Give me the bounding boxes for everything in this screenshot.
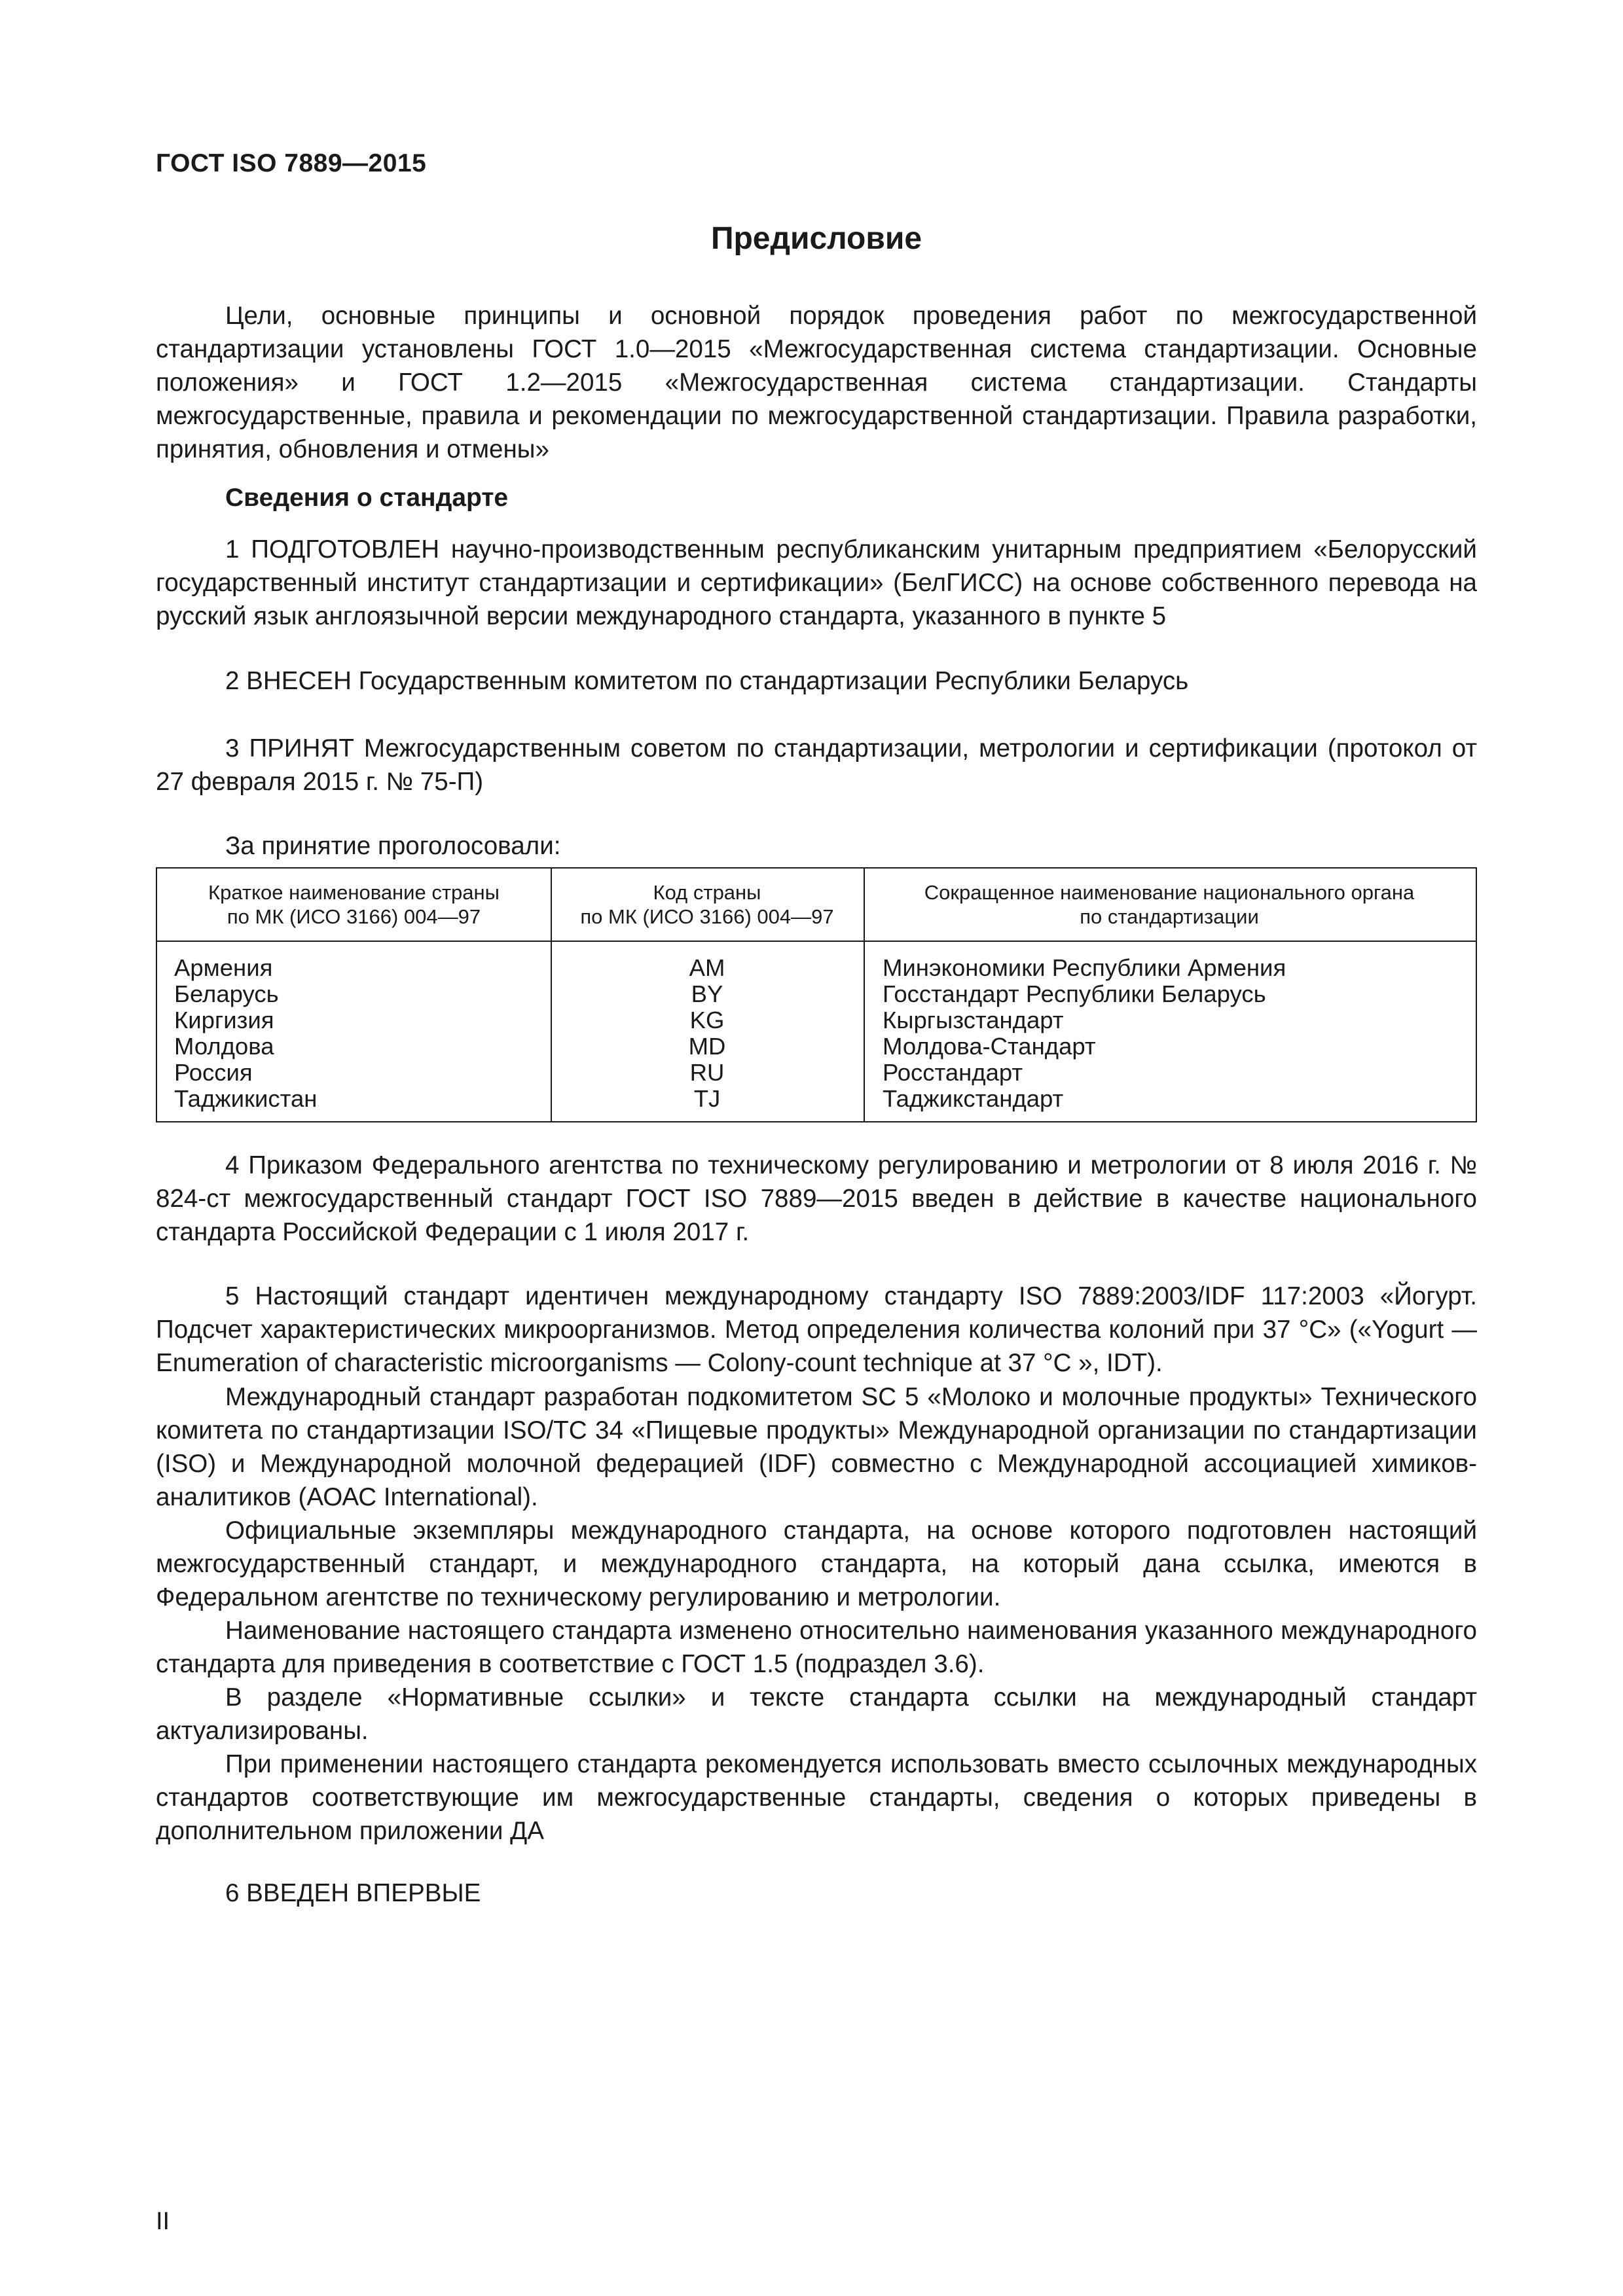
standards-body: Минэкономики Республики Армения xyxy=(883,954,1286,981)
table-row xyxy=(157,1033,1476,1060)
standards-body: Молдова-Стандарт xyxy=(883,1033,1096,1060)
table-header-divider xyxy=(157,941,1476,942)
item-4-order: 4 Приказом Федерального агентства по техническому регулированию и метрологии от 8 июля 2016 г. № 824-ст межгосударственный стандарт ГОСТ ISO 7889—2015 введен в действие в качестве национального стандарта Российской Федерации с 1 июля 2017 г. xyxy=(156,1151,1477,1246)
table-row xyxy=(157,1060,1476,1086)
country-code: MD xyxy=(688,1033,726,1060)
item-5-name-change: Наименование настоящего стандарта изменено относительно наименования указанного международного стандарта для приведения в соответствие с ГОСТ 1.5 (подраздел 3.6). xyxy=(156,1617,1477,1678)
table-row xyxy=(157,981,1476,1007)
table-header-code xyxy=(551,880,864,929)
header-line: по стандартизации xyxy=(1080,905,1259,928)
table-row xyxy=(157,1007,1476,1033)
standards-body: Росстандарт xyxy=(883,1059,1023,1086)
country-name: Армения xyxy=(174,954,273,981)
header-line: по МК (ИСО 3166) 004—97 xyxy=(580,905,834,928)
item-6-introduced: 6 ВВЕДЕН ВПЕРВЫЕ xyxy=(225,1879,481,1907)
standards-body: Таджикстандарт xyxy=(883,1085,1064,1112)
page-number: II xyxy=(156,2208,170,2235)
header-line: Сокращенное наименование национального органа xyxy=(924,881,1415,904)
standards-body: Госстандарт Республики Беларусь xyxy=(883,980,1266,1007)
document-id: ГОСТ ISO 7889—2015 xyxy=(156,149,427,177)
section-title: Предисловие xyxy=(710,221,922,256)
country-code: BY xyxy=(691,980,723,1007)
header-line: по МК (ИСО 3166) 004—97 xyxy=(227,905,481,928)
country-name: Молдова xyxy=(174,1033,274,1060)
item-5-identical: 5 Настоящий стандарт идентичен международному стандарту ISO 7889:2003/IDF 117:2003 «Йогурт. Подсчет характеристических микроорганизмов. Метод определения количества колоний при 37 °С» («Yogurt — Enumeration of characteristic microorganisms — Colony-count technique at 37 °C », IDT). xyxy=(156,1282,1477,1377)
table-body xyxy=(157,955,1476,1112)
country-name: Таджикистан xyxy=(174,1085,318,1112)
country-code: AM xyxy=(689,954,725,981)
table-header-country xyxy=(157,880,551,929)
standards-body: Кыргызстандарт xyxy=(883,1007,1064,1033)
item-5-official-copies: Официальные экземпляры международного стандарта, на основе которого подготовлен настоящий межгосударственный стандарт, и международного стандарта, на который дана ссылка, имеются в Федеральном агентстве по техническому регулированию и метрологии. xyxy=(156,1516,1477,1611)
country-code: KG xyxy=(689,1007,725,1033)
header-line: Код страны xyxy=(653,881,761,904)
document-page xyxy=(156,0,1477,2296)
item-2-submitted: 2 ВНЕСЕН Государственным комитетом по стандартизации Республики Беларусь xyxy=(225,667,1189,695)
country-code: RU xyxy=(689,1059,725,1086)
country-name: Киргизия xyxy=(174,1007,274,1033)
country-name: Беларусь xyxy=(174,980,279,1007)
table-header-body xyxy=(864,880,1475,929)
item-5-developer: Международный стандарт разработан подкомитетом SC 5 «Молоко и молочные продукты» Технического комитета по стандартизации ISO/TC 34 «Пищевые продукты» Международной организации по стандартизации (ISO) и Международной молочной федерацией (IDF) совместно с Международной ассоциацией химиков-аналитиков (АОАС International). xyxy=(156,1383,1477,1511)
country-code: TJ xyxy=(693,1085,721,1112)
intro-paragraph: Цели, основные принципы и основной порядок проведения работ по межгосударственной стандартизации установлены ГОСТ 1.0—2015 «Межгосударственная система стандартизации. Основные положения» и ГОСТ 1.2—2015 «Межгосударственная система стандартизации. Стандарты межгосударственные, правила и рекомендации по межгосударственной стандартизации. Правила разработки, принятия, обновления и отмены» xyxy=(156,302,1477,463)
voting-countries-table xyxy=(156,867,1477,1122)
item-5-references: В разделе «Нормативные ссылки» и тексте стандарта ссылки на международный стандарт актуализированы. xyxy=(156,1683,1477,1745)
item-1-prepared: 1 ПОДГОТОВЛЕН научно-производственным республиканским унитарным предприятием «Белорусский государственный институт стандартизации и сертификации» (БелГИСС) на основе собственного перевода на русский язык англоязычной версии международного стандарта, указанного в пункте 5 xyxy=(156,535,1477,630)
header-line: Краткое наименование страны xyxy=(208,881,500,904)
item-5-usage: При применении настоящего стандарта рекомендуется использовать вместо ссылочных международных стандартов соответствующие им межгосударственные стандарты, сведения о которых приведены в дополнительном приложении ДА xyxy=(156,1750,1477,1845)
table-row xyxy=(157,1086,1476,1112)
info-heading: Сведения о стандарте xyxy=(225,484,509,512)
vote-label: За принятие проголосовали: xyxy=(225,832,561,860)
country-name: Россия xyxy=(174,1059,253,1086)
table-row xyxy=(157,955,1476,981)
item-3-adopted: 3 ПРИНЯТ Межгосударственным советом по стандартизации, метрологии и сертификации (протокол от 27 февраля 2015 г. № 75-П) xyxy=(156,734,1477,796)
